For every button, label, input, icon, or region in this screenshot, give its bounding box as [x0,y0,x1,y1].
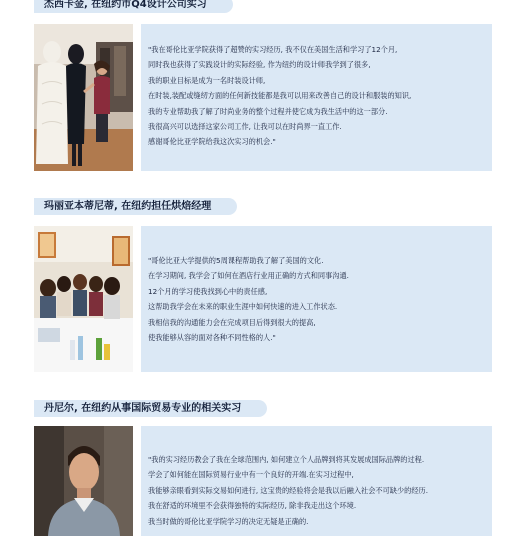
quote-line: 感谢哥伦比亚学院给我这次实习的机会." [148,137,276,147]
quote-line: 12个月的学习使我找到心中的责任感, [148,286,268,296]
quote-line: "我的实习经历教会了我在全球范围内, 如何建立个人品牌到将其发展成国际品牌的过程. [148,455,425,464]
quote-line: 使我能够从容的面对各种不同性格的人." [148,333,276,343]
quote-line: 我的专业帮助我了解了时尚业务的整个过程并使它成为我生活中的这一部分. [148,106,388,116]
testimonial-section-2 [0,198,526,378]
quote-line: 同时我也获得了实践设计的实际经验, 作为纽约的设计师我学到了很多, [148,60,371,70]
fashion-studio-photo [34,24,133,171]
quote-line: 在时装,装配或缝纫方面的任何新技能都是我可以用来改善自己的设计和服装的知识, [148,91,412,101]
section-heading: 杰西卡金, 在纽约市Q4设计公司实习 [34,0,233,13]
section-heading: 玛丽亚本蒂尼蒂, 在纽约担任烘焙经理 [34,198,237,215]
quote-line: 我当时做的哥伦比亚学院学习的决定无疑是正确的. [148,516,309,526]
quote-line: 学会了如何能在国际贸易行业中有一个良好的开端.在实习过程中, [148,470,354,480]
section-heading: 丹尼尔, 在纽约从事国际贸易专业的相关实习 [34,400,267,417]
quote-line: "我在哥伦比亚学院获得了超赞的实习经历, 我不仅在美国生活和学习了12个月, [148,45,398,54]
quote-line: "哥伦比亚大学提供的5周课程帮助我了解了美国的文化. [148,256,324,265]
quote-card [141,226,492,372]
quote-card [141,24,492,171]
quote-line: 我的职业目标是成为一名时装设计师, [148,75,266,85]
quote-line: 这帮助我学会在未来的职业生涯中如何快速的进入工作状态. [148,302,338,312]
quote-line: 我相信我的沟通能力会在完成项目后得到很大的提高, [148,317,316,327]
testimonial-section-3 [0,398,526,526]
quote-line: 在学习期间, 我学会了如何在酒店行业用正确的方式和同事沟通. [148,271,349,281]
classroom-group-photo [34,226,133,372]
testimonial-section-1 [0,0,526,190]
quote-line: 我很高兴可以选择这家公司工作, 让我可以在时尚界一直工作. [148,122,342,132]
quote-line: 我在舒适的环境里不会获得独特的实际经历, 除非我走出这个环境. [148,501,357,511]
portrait-photo [34,426,133,536]
quote-card [141,426,492,536]
quote-line: 我能够亲眼看到实际交易如何进行, 这宝贵的经验将会是我以后融入社会不可缺少的经历. [148,485,428,495]
